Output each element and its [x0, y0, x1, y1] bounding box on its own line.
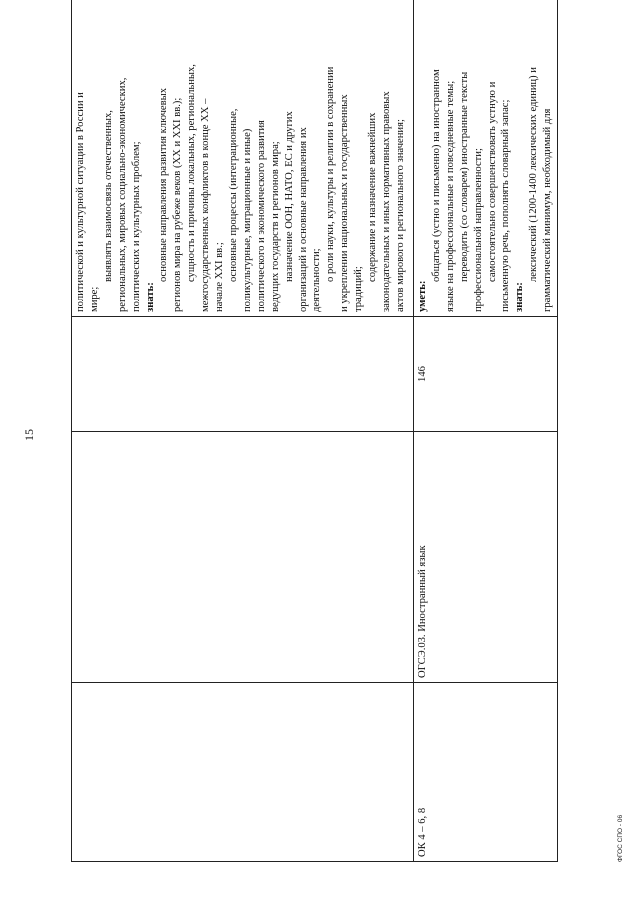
description-line: законодательных и иных нормативных правовых: [380, 91, 392, 312]
description-text: [416, 0, 555, 312]
description-line: сущность и причины локальных, региональных,: [186, 64, 198, 282]
description-line: политических и культурных проблем;: [130, 141, 142, 312]
description-line: профессиональной направленности;: [472, 148, 484, 312]
table-row: [72, 0, 414, 862]
description-line: поликультурные, миграционные и иные): [241, 128, 253, 312]
description-line: деятельности;: [311, 248, 323, 312]
description-line: уметь:: [417, 280, 428, 312]
description-line: актов мирового и регионального значения;: [394, 119, 406, 312]
discipline-name: ОГСЭ.03. Иностранный язык: [417, 545, 428, 678]
description-line: региональных, мировых социально-экономических,: [116, 77, 128, 312]
description-cell: [72, 0, 414, 317]
discipline-cell: [414, 432, 558, 683]
description-line: знать:: [514, 282, 526, 312]
description-line: политической и культурной ситуации в России и: [75, 92, 86, 312]
hours-value: 146: [417, 366, 428, 382]
description-line: основные направления развития ключевых: [158, 87, 170, 282]
description-line: мире;: [88, 286, 100, 312]
description-line: регионов мира на рубеже веков (XX и XXI вв.);: [172, 97, 184, 312]
description-line: переводить (со словарем) иностранные тексты: [458, 71, 470, 282]
description-line: лексический (1200-1400 лексических единиц) и: [528, 67, 540, 282]
rotated-page: [71, 32, 601, 862]
discipline-cell: [72, 432, 414, 683]
code-cell: [72, 683, 414, 862]
description-line: выявлять взаимосвязь отечественных,: [102, 110, 114, 282]
curriculum-table: [71, 0, 558, 862]
competencies-text: ОК 4 – 6, 8: [417, 807, 428, 857]
description-line: назначение ООН, НАТО, ЕС и других: [283, 111, 295, 282]
description-line: ведущих государств и регионов мира;: [269, 141, 281, 312]
description-line: общаться (устно и письменно) на иностранном: [430, 69, 442, 282]
description-line: письменную речь, пополнять словарный запас;: [500, 99, 512, 312]
table-row: [414, 0, 558, 862]
hours-cell: [72, 317, 414, 432]
description-line: самостоятельно совершенствовать устную и: [486, 81, 498, 282]
description-line: начале XXI вв.;: [214, 242, 226, 312]
description-line: и укреплении национальных и государственных: [339, 94, 351, 312]
description-line: грамматический минимум, необходимый для: [542, 108, 554, 312]
description-line: знать:: [144, 282, 156, 312]
footer-code: ФГОС СПО - 06: [617, 814, 624, 862]
page-number: 15: [22, 429, 36, 441]
description-cell: [414, 0, 558, 317]
description-text: [74, 0, 408, 312]
description-line: содержание и назначение важнейших: [367, 112, 379, 282]
description-line: политического и экономического развития: [255, 120, 267, 312]
competency-cell: [414, 683, 558, 862]
description-line: основные процессы (интеграционные,: [227, 108, 239, 282]
description-line: организаций и основные направления их: [297, 127, 309, 312]
description-line: межгосударственных конфликтов в конце XX –: [200, 98, 212, 312]
description-line: традиций;: [353, 266, 365, 312]
description-line: языке на профессиональные и повседневные темы;: [444, 80, 456, 312]
description-line: о роли науки, культуры и религии в сохранении: [325, 66, 337, 282]
hours-cell: [414, 317, 558, 432]
